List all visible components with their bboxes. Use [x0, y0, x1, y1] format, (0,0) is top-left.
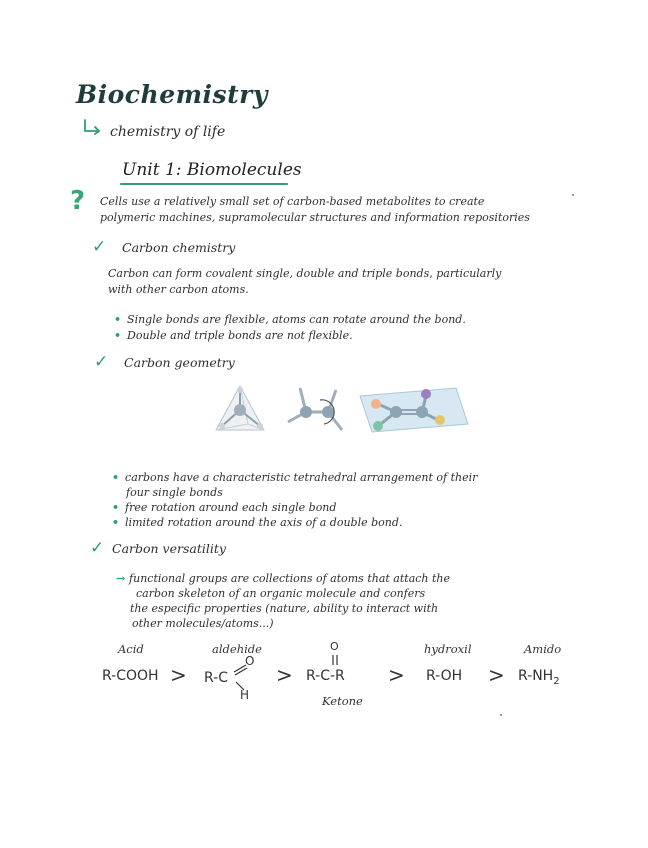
- carbon-chemistry-paragraph: [108, 266, 501, 298]
- comparator: >: [388, 663, 405, 687]
- subtitle: chemistry of life: [110, 124, 226, 140]
- formula-hydroxyl: R-OH: [426, 668, 463, 684]
- paragraph-line: other molecules/atoms...): [132, 617, 274, 630]
- label-hydroxyl: hydroxil: [424, 642, 472, 656]
- paragraph-line: carbon skeleton of an organic molecule and confers: [136, 587, 426, 600]
- section-heading-carbon-chemistry: Carbon chemistry: [122, 240, 236, 255]
- intro-paragraph: [100, 194, 530, 226]
- list-item: • carbons have a characteristic tetrahedral arrangement of their: [112, 471, 478, 484]
- single-bond-rotation-model: [288, 388, 342, 430]
- unit-heading: Unit 1: Biomolecules: [122, 160, 302, 180]
- double-bond-plane-model: [360, 388, 468, 432]
- section-heading-carbon-versatility: Carbon versatility: [112, 541, 226, 556]
- check-icon: ✓: [90, 538, 105, 558]
- list-item: • free rotation around each single bond: [112, 501, 337, 514]
- carbon-geometry-bullets: [112, 470, 477, 530]
- check-icon: ✓: [94, 352, 109, 372]
- label-amide: Amido: [524, 642, 562, 656]
- intro-line: Cells use a relatively small set of carbon-based metabolites to create: [100, 195, 485, 208]
- ketone-oxygen: O: [330, 640, 339, 653]
- formula-ketone: R-C-R: [306, 668, 345, 684]
- label-acid: Acid: [118, 642, 144, 656]
- ink-speck: [500, 714, 502, 716]
- aldehyde-oxygen: O: [245, 654, 255, 668]
- carbon-geometry-figure: [206, 382, 470, 438]
- comparator: >: [488, 663, 505, 687]
- section-heading-carbon-geometry: Carbon geometry: [124, 355, 235, 370]
- intro-line: polymeric machines, supramolecular structures and information repositories: [100, 211, 530, 224]
- comparator: >: [170, 663, 187, 687]
- paragraph-line: the especific properties (nature, ability to interact with: [130, 602, 439, 615]
- comparator: >: [276, 663, 293, 687]
- formula-aldehyde: R-C: [204, 670, 228, 686]
- list-item: • limited rotation around the axis of a double bond.: [112, 516, 403, 529]
- arrow-icon: →: [116, 572, 130, 585]
- arrow-icon: [82, 118, 102, 138]
- aldehyde-hydrogen: H: [240, 688, 250, 702]
- paragraph-line: → functional groups are collections of atoms that attach the: [116, 572, 451, 585]
- formula-acid: R-COOH: [102, 668, 159, 684]
- label-aldehyde: aldehide: [212, 642, 262, 656]
- list-item: • Single bonds are flexible, atoms can rotate around the bond.: [114, 313, 466, 326]
- list-item: four single bonds: [126, 486, 223, 499]
- check-icon: ✓: [92, 237, 107, 257]
- paragraph-line: Carbon can form covalent single, double and triple bonds, particularly: [108, 267, 502, 280]
- carbon-versatility-paragraph: [116, 571, 450, 631]
- ketone-double-bond: [330, 654, 340, 666]
- paragraph-line: with other carbon atoms.: [108, 283, 249, 296]
- question-mark-icon: ?: [70, 186, 86, 216]
- formula-amide: $R-NH_2$: [518, 668, 560, 687]
- list-item: • Double and triple bonds are not flexible.: [114, 329, 353, 342]
- page-title: Biochemistry: [76, 80, 268, 109]
- label-ketone: Ketone: [322, 694, 363, 708]
- ink-speck: [572, 194, 574, 196]
- tetrahedral-model: [216, 386, 264, 430]
- carbon-chemistry-bullets: [114, 312, 466, 344]
- unit-underline: [120, 183, 288, 185]
